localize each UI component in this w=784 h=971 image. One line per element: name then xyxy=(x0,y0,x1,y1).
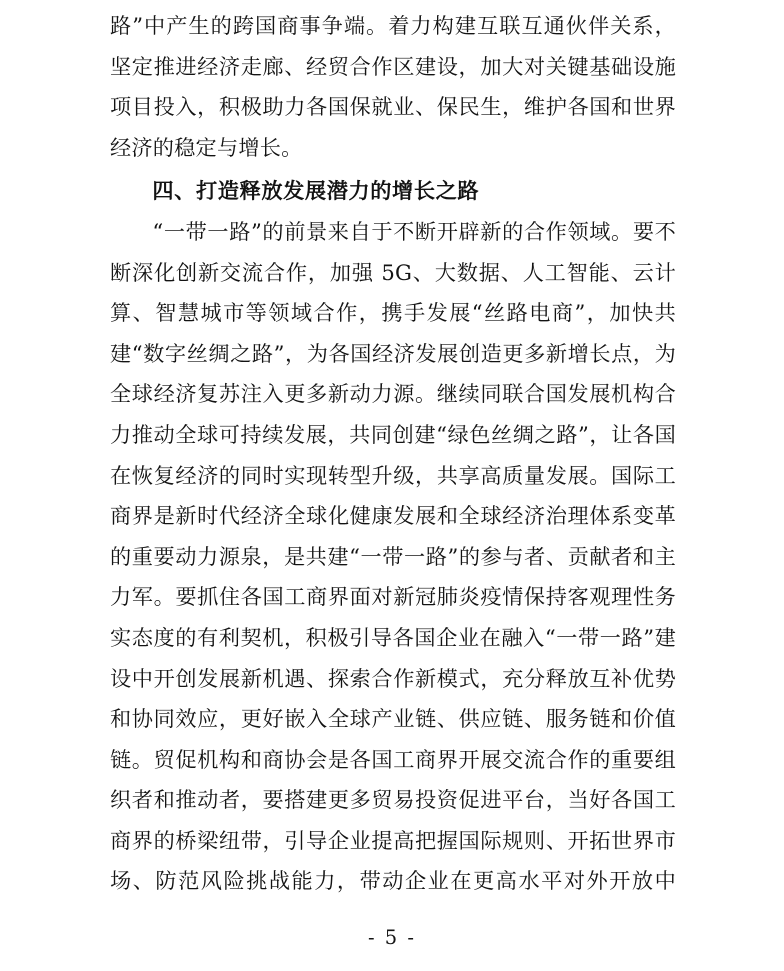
section-heading: 四、打造释放发展潜力的增长之路 xyxy=(152,178,480,204)
paragraph-section-four: “一带一路”的前景来自于不断开辟新的合作领域。要不断深化创新交流合作，加强 5G、大数据、人工智能、云计算、智慧城市等领域合作，携手发展“丝路电商”，加快共建“数字丝绸之路”，为各国经济发展创造更多新增长点，为全球经济复苏注入更多新动力源。继续同联合国发展机构合力推动全球可持续发展，共同创建“绿色丝绸之路”，让各国在恢复经济的同时实现转型升级，共享高质量发展。国际工商界是新时代经济全球化健康发展和全球经济治理体系变革的重要动力源泉，是共建“一带一路”的参与者、贡献者和主力军。要抓住各国工商界面对新冠肺炎疫情保持客观理性务实态度的有利契机，积极引导各国企业在融入“一带一路”建设中开创发展新机遇、探索合作新模式，充分释放互补优势和协同效应，更好嵌入全球产业链、供应链、服务链和价值链。贸促机构和商协会是各国工商界开展交流合作的重要组织者和推动者，要搭建更多贸易投资促进平台，当好各国工商界的桥梁纽带，引导企业提高把握国际规则、开拓世界市场、防范风险挑战能力，带动企业在更高水平对外开放中 xyxy=(110,218,676,894)
document-body xyxy=(110,0,676,902)
paragraph-continued: 路”中产生的跨国商事争端。着力构建互联互通伙伴关系，坚定推进经济走廊、经贸合作区建设，加大对关键基础设施项目投入，积极助力各国保就业、保民生，维护各国和世界经济的稳定与增长。 xyxy=(110,13,676,160)
page-number: - 5 - xyxy=(368,926,416,949)
